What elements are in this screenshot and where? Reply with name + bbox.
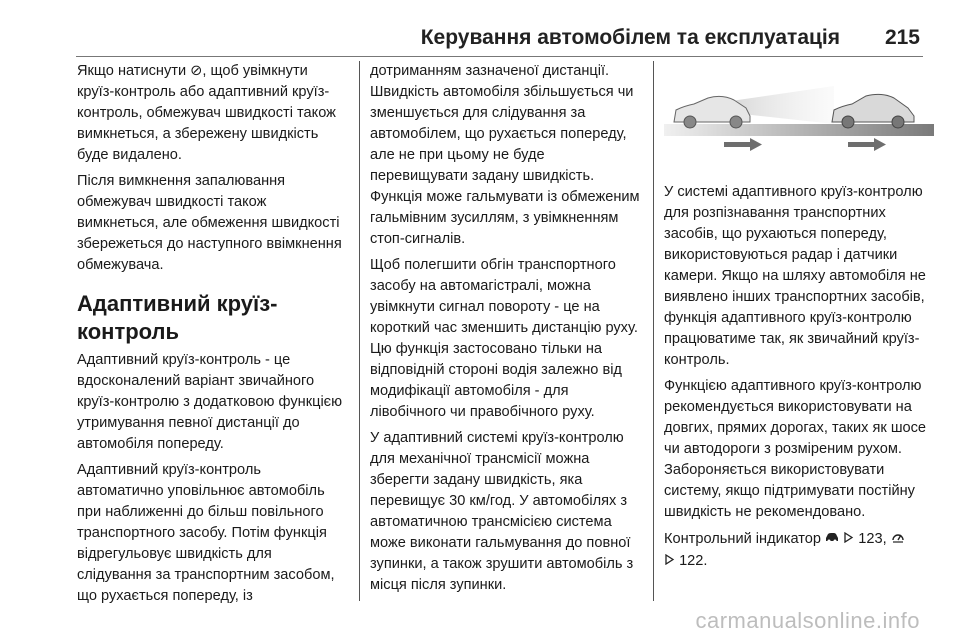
leading-car <box>832 94 914 128</box>
page-number: 215 <box>884 26 920 49</box>
chapter-title: Керування автомобілем та експлуатація <box>420 26 840 49</box>
direction-arrow <box>848 138 886 151</box>
paragraph: Щоб полегшити обгін транспортного засобу на автомагістралі, можна увімкнути сигнал повороту - це на короткий час зменшить дистанцію руху. Цю функція застосовано тільки на відповідній стороні водія залежно від модифікації автомобіля - для лівобічного чи правобічного руху. <box>370 257 638 420</box>
page-reference[interactable]: 123, <box>858 531 887 547</box>
column-divider <box>359 61 360 601</box>
paragraph: дотриманням зазначеної дистанції. Швидкість автомобіля збільшується чи зменшується для слідування за автомобілем, що рухається попереду, але не при цьому не буде перевищувати задану швидкість. Функція може гальмувати із обмеженим гальмівним зусиллям, з увімкненням стоп-сигналів. <box>370 63 640 247</box>
paragraph: Після вимкнення запалювання обмежувач швидкості також вимкнеться, але обмеження швидкості збережеться до наступного ввімкнення обмежувача. <box>77 173 342 273</box>
indicator-reference <box>664 528 934 572</box>
illustration-svg <box>664 64 934 174</box>
direction-arrow <box>724 138 762 151</box>
page-reference-arrow-icon[interactable] <box>843 528 854 549</box>
car-indicator-icon <box>825 528 839 549</box>
text-column-2 <box>370 61 640 601</box>
paragraph: Функцією адаптивного круїз-контролю рекомендується використовувати на довгих, прямих дорогах, таких як шосе чи автодороги з розміреним рухом. Забороняється використовувати систему, якщо підтримувати постійну швидкість не рекомендовано. <box>664 378 927 520</box>
speed-limiter-indicator-icon <box>891 528 905 549</box>
page-reference-arrow-icon[interactable] <box>664 550 675 571</box>
text-column-1 <box>77 61 347 612</box>
paragraph: Якщо натиснути ⊘, щоб увімкнути круїз-контроль або адаптивний круїз-контроль, обмежувач швидкості також вимкнеться, а збережену швидкість буде видалено. <box>77 63 336 163</box>
paragraph: Адаптивний круїз-контроль - це вдосконалений варіант звичайного круїз-контролю з додатковою функцією утримування певної дистанції до автомобіля попереду. <box>77 352 343 452</box>
column-divider <box>653 61 654 601</box>
header-rule <box>76 56 923 57</box>
paragraph: У адаптивний системі круїз-контролю для механічної трансмісії можна зберегти задану швидкість, яка перевищує 30 км/год. У автомобілях з автоматичною трансмісією система може виконати гальмування до повної зупинки, а також зрушити автомобіль з місця після зупинки. <box>370 430 634 593</box>
paragraph: У системі адаптивного круїз-контролю для розпізнавання транспортних засобів, що рухаються попереду, використовуються радар і датчики камери. Якщо на шляху автомобіля не виявлено інших транспортних засобів, функція адаптивного круїз-контролю працюватиме так, як звичайний круїз-контроль. <box>664 184 926 368</box>
page-header <box>0 0 960 58</box>
section-heading: Адаптивний круїз-контроль <box>77 291 278 344</box>
text-column-3 <box>664 182 934 577</box>
watermark: carmanualsonline.info <box>695 608 920 633</box>
adaptive-cruise-illustration <box>664 64 934 174</box>
page-reference[interactable]: 122. <box>679 553 708 569</box>
indicator-label: Контрольний індикатор <box>664 531 822 547</box>
paragraph: Адаптивний круїз-контроль автоматично уповільнює автомобіль при наближенні до більш повільного транспортного засобу. Потім функція відрегульовує швидкість для слідування за транспортним засобом, що рухається попереду, із <box>77 462 335 604</box>
